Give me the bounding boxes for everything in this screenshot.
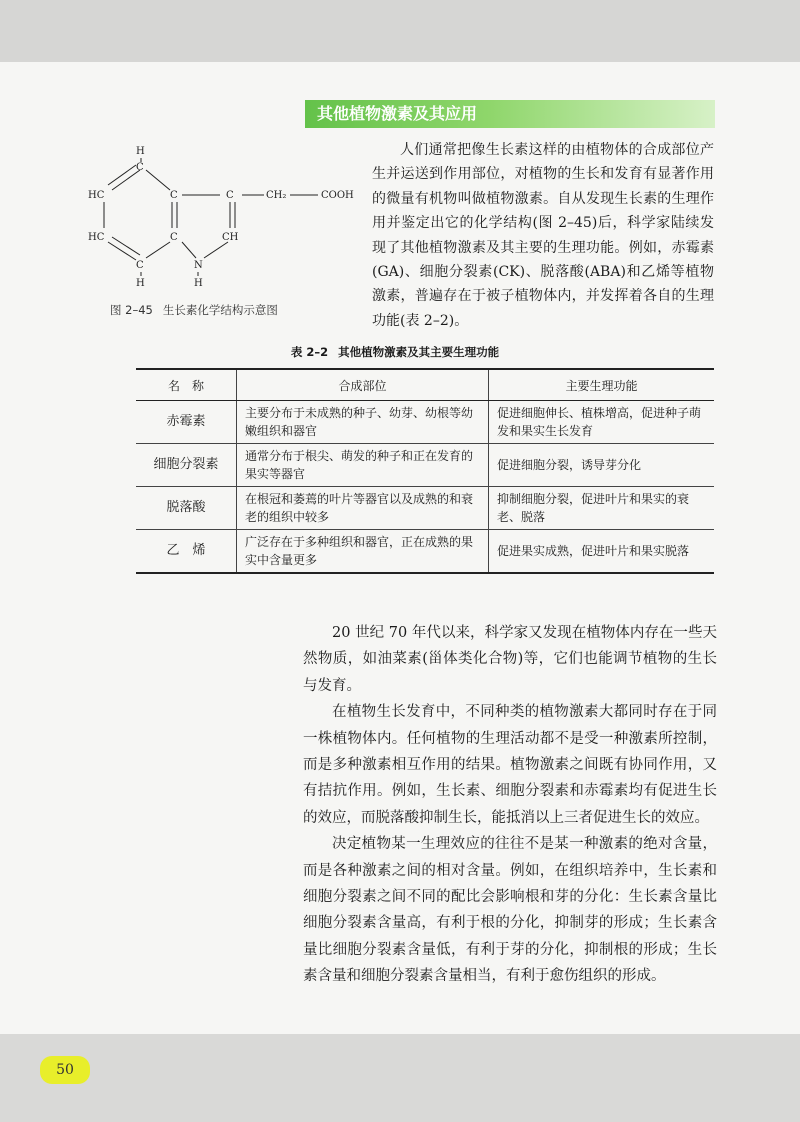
physiological-function: 抑制细胞分裂，促进叶片和果实的衰老、脱落 <box>489 487 715 530</box>
atom-c-chain: C <box>226 190 234 201</box>
atom-n-bottom: N <box>194 260 203 271</box>
table-row <box>136 444 714 487</box>
figure-number: 图 2–45 <box>110 303 153 317</box>
physiological-function: 促进细胞分裂，诱导芽分化 <box>489 444 715 487</box>
intro-paragraph: 人们通常把像生长素这样的由植物体的合成部位产生并运送到作用部位，对植物的生长和发育有显著作用的微量有机物叫做植物激素。自从发现生长素的生理作用并鉴定出它的化学结构(图 2–45)后，科学家陆续发现了其他植物激素及其主要的生理功能。例如，赤霉素(GA)、细胞分裂素(CK)、脱落酸(ABA)和乙烯等植物激素，普遍存在于被子植物体内，并发挥着各自的生理功能(表 2–2)。 <box>372 142 714 329</box>
hormone-name: 赤霉素 <box>136 401 237 444</box>
header-name: 名 称 <box>136 369 237 401</box>
section-title: 其他植物激素及其应用 <box>305 100 715 128</box>
atom-ch-ring: CH <box>222 232 239 243</box>
synthesis-site: 通常分布于根尖、萌发的种子和正在发育的果实等器官 <box>237 444 489 487</box>
body-paragraph: 20 世纪 70 年代以来，科学家又发现在植物体内存在一些天然物质，如油菜素(甾体类化合物)等，它们也能调节植物的生长与发育。 <box>303 625 717 694</box>
atom-c-top: C <box>136 162 144 173</box>
table-number: 表 2–2 <box>290 345 329 359</box>
hormone-table <box>136 368 714 574</box>
auxin-structure-diagram <box>80 136 380 296</box>
figure-caption-text: 生长素化学结构示意图 <box>162 303 278 317</box>
atom-hc-left2: HC <box>88 232 105 243</box>
atom-hc-left1: HC <box>88 190 105 201</box>
hormone-name: 脱落酸 <box>136 487 237 530</box>
atom-c-bottom: C <box>136 260 144 271</box>
atom-c-mid: C <box>170 190 178 201</box>
header-function: 主要生理功能 <box>489 369 715 401</box>
bottom-margin-band <box>0 1034 800 1122</box>
table-title-text: 其他植物激素及其主要生理功能 <box>338 345 500 359</box>
table-title <box>0 344 800 360</box>
header-site: 合成部位 <box>237 369 489 401</box>
body-text <box>303 620 717 990</box>
body-paragraph: 在植物生长发育中，不同种类的植物激素大都同时存在于同一株植物体内。任何植物的生理活动都不是受一种激素所控制，而是多种激素相互作用的结果。植物激素之间既有协同作用，又有拮抗作用。例如，生长素、细胞分裂素和赤霉素均有促进生长的效应，而脱落酸抑制生长，能抵消以上三者促进生长的效应。 <box>303 704 717 826</box>
atom-h-top: H <box>136 146 145 157</box>
physiological-function: 促进细胞伸长、植株增高，促进种子萌发和果实生长发育 <box>489 401 715 444</box>
atom-cooh: COOH <box>321 190 354 201</box>
synthesis-site: 广泛存在于多种组织和器官，正在成熟的果实中含量更多 <box>237 530 489 574</box>
body-paragraph: 决定植物某一生理效应的往往不是某一种激素的绝对含量，而是各种激素之间的相对含量。例如，在组织培养中，生长素和细胞分裂素之间不同的配比会影响根和芽的分化：生长素含量比细胞分裂素含量高，有利于根的分化，抑制芽的形成；生长素含量比细胞分裂素含量低，有利于芽的分化，抑制根的形成；生长素含量和细胞分裂素含量相当，有利于愈伤组织的形成。 <box>303 836 717 985</box>
hormone-name: 乙 烯 <box>136 530 237 574</box>
physiological-function: 促进果实成熟，促进叶片和果实脱落 <box>489 530 715 574</box>
table-row <box>136 487 714 530</box>
top-margin-band <box>0 0 800 62</box>
hormone-name: 细胞分裂素 <box>136 444 237 487</box>
atom-h-bottom2: H <box>194 278 203 289</box>
atom-c-mid2: C <box>170 232 178 243</box>
table-header-row <box>136 369 714 401</box>
atom-ch2: CH₂ <box>266 190 287 201</box>
table-row <box>136 530 714 574</box>
atom-h-bottom1: H <box>136 278 145 289</box>
figure-caption <box>110 302 340 318</box>
synthesis-site: 主要分布于未成熟的种子、幼芽、幼根等幼嫩组织和器官 <box>237 401 489 444</box>
table-row <box>136 401 714 444</box>
page-number: 50 <box>40 1056 90 1084</box>
synthesis-site: 在根冠和萎蔫的叶片等器官以及成熟的和衰老的组织中较多 <box>237 487 489 530</box>
